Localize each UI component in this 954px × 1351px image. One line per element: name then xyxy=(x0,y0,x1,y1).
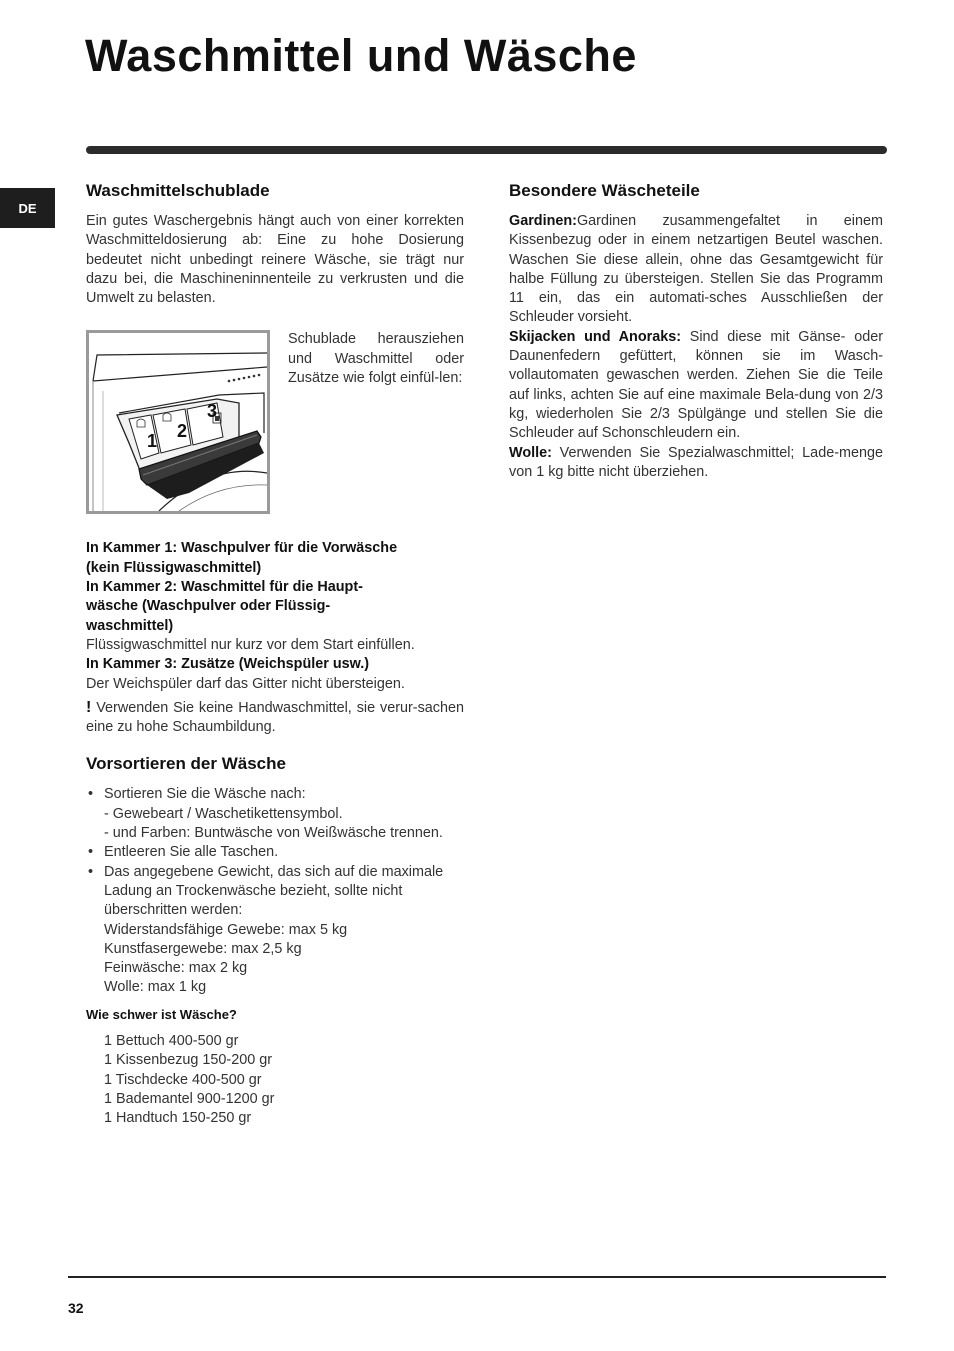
chamber-label-3: 3 xyxy=(207,401,218,422)
list-subitem: Widerstandsfähige Gewebe: max 5 kg xyxy=(104,921,348,938)
list-item xyxy=(86,785,464,843)
special-items-heading: Besondere Wäscheteile xyxy=(509,181,700,200)
chamber-2-line-3: waschmittel) xyxy=(86,617,174,634)
chamber-instructions xyxy=(86,539,464,737)
drawer-figure-row xyxy=(86,330,464,514)
list-item xyxy=(86,843,464,862)
weight-item: 1 Handtuch 150-250 gr xyxy=(104,1110,252,1127)
language-tab: DE xyxy=(0,188,55,228)
gardinen-text: Gardinen zusammengefaltet in einem Kissenbezug oder in einem netzartigen Beutel waschen. Waschen Sie diese allein, ohne das Gesamtgewicht für halbe Füllung zu übersteigen. Stellen Sie das Programm 11 ein, das ein automati-sches Ausschließen der Schleuder vorsieht. xyxy=(509,213,883,326)
list-subitem: Kunstfasergewebe: max 2,5 kg xyxy=(104,940,302,957)
weight-item: 1 Tischdecke 400-500 gr xyxy=(104,1071,262,1088)
figure-caption: Schublade herausziehen und Waschmittel oder Zusätze wie folgt einfül-len: xyxy=(288,331,464,387)
detergent-drawer-icon xyxy=(89,333,267,511)
list-item-text: • Entleeren Sie alle Taschen. xyxy=(104,844,279,861)
list-subitem: Feinwäsche: max 2 kg xyxy=(104,960,248,977)
list-item-text: • Sortieren Sie die Wäsche nach: xyxy=(104,786,306,803)
chamber-label-2: 2 xyxy=(177,421,188,442)
chamber-label-1: 1 xyxy=(147,431,158,452)
page-number: 32 xyxy=(68,1300,84,1316)
detergent-drawer-illustration xyxy=(86,330,270,514)
left-column xyxy=(86,180,464,1129)
weight-item: 1 Kissenbezug 150-200 gr xyxy=(104,1052,273,1069)
drawer-heading: Waschmittelschublade xyxy=(86,181,270,200)
list-item xyxy=(86,863,464,998)
weight-item: 1 Bettuch 400-500 gr xyxy=(104,1033,239,1050)
weights-list xyxy=(86,1032,464,1128)
list-item-text: • Das angegebene Gewicht, das sich auf die maximale Ladung an Trockenwäsche bezieht, sollte nicht überschritten werden: xyxy=(104,863,444,919)
footer-rule xyxy=(68,1276,886,1278)
presort-section xyxy=(86,753,464,1128)
wolle-paragraph xyxy=(509,444,883,483)
wolle-text: Verwenden Sie Spezialwaschmittel; Lade-menge von 1 kg bitte nicht überziehen. xyxy=(509,444,883,480)
chamber-1-line-1: In Kammer 1: Waschpulver für die Vorwäsche xyxy=(86,540,398,557)
list-subitem: - und Farben: Buntwäsche von Weißwäsche trennen. xyxy=(104,825,443,842)
page-title: Waschmittel und Wäsche xyxy=(85,30,637,81)
drawer-intro: Ein gutes Waschergebnis hängt auch von einer korrekten Waschmitteldosierung ab: Eine zu hohe Dosierung bedeutet nicht unbedingt reinere Wäsche, sie trägt nur dazu bei, die Maschineninnenteile zu verkrusten und die Umwelt zu belasten. xyxy=(86,213,464,307)
wolle-label: Wolle: xyxy=(509,444,552,461)
ski-text: Sind diese mit Gänse- oder Daunenfedern gefüttert, können sie im Wasch-vollautomaten gewaschen werden. Ziehen Sie die Teile auf links, achten Sie auf eine maximale Bela-dung von 2/3 kg, wiederholen Sie 2/3 Spülgänge und stellen Sie die Schleuder auf Schonschleudern ein. xyxy=(509,328,883,442)
title-rule xyxy=(86,146,887,154)
ski-label: Skijacken und Anoraks: xyxy=(509,328,682,345)
chamber-2-note: Flüssigwaschmittel nur kurz vor dem Start einfüllen. xyxy=(86,636,415,653)
presort-heading: Vorsortieren der Wäsche xyxy=(86,754,286,774)
gardinen-label: Gardinen: xyxy=(509,213,577,229)
ski-paragraph xyxy=(509,328,883,444)
warning-note xyxy=(86,698,464,738)
warning-icon: ! xyxy=(86,698,92,716)
weights-heading: Wie schwer ist Wäsche? xyxy=(86,1006,237,1022)
list-subitem: Wolle: max 1 kg xyxy=(104,979,207,996)
weight-item: 1 Bademantel 900-1200 gr xyxy=(104,1090,275,1107)
warning-text: Verwenden Sie keine Handwaschmittel, sie verur-sachen eine zu hohe Schaumbildung. xyxy=(86,699,464,736)
list-subitem: - Gewebeart / Waschetikettensymbol. xyxy=(104,805,343,822)
chamber-2-line-1: In Kammer 2: Waschmittel für die Haupt- xyxy=(86,579,363,596)
chamber-3-note: Der Weichspüler darf das Gitter nicht übersteigen. xyxy=(86,675,405,692)
chamber-2-line-2: wäsche (Waschpulver oder Flüssig- xyxy=(86,598,331,615)
gardinen-paragraph xyxy=(509,212,883,328)
chamber-3-line: In Kammer 3: Zusätze (Weichspüler usw.) xyxy=(86,656,370,673)
right-column xyxy=(509,180,883,482)
presort-list xyxy=(86,785,464,997)
chamber-1-line-2: (kein Flüssigwaschmittel) xyxy=(86,559,262,576)
